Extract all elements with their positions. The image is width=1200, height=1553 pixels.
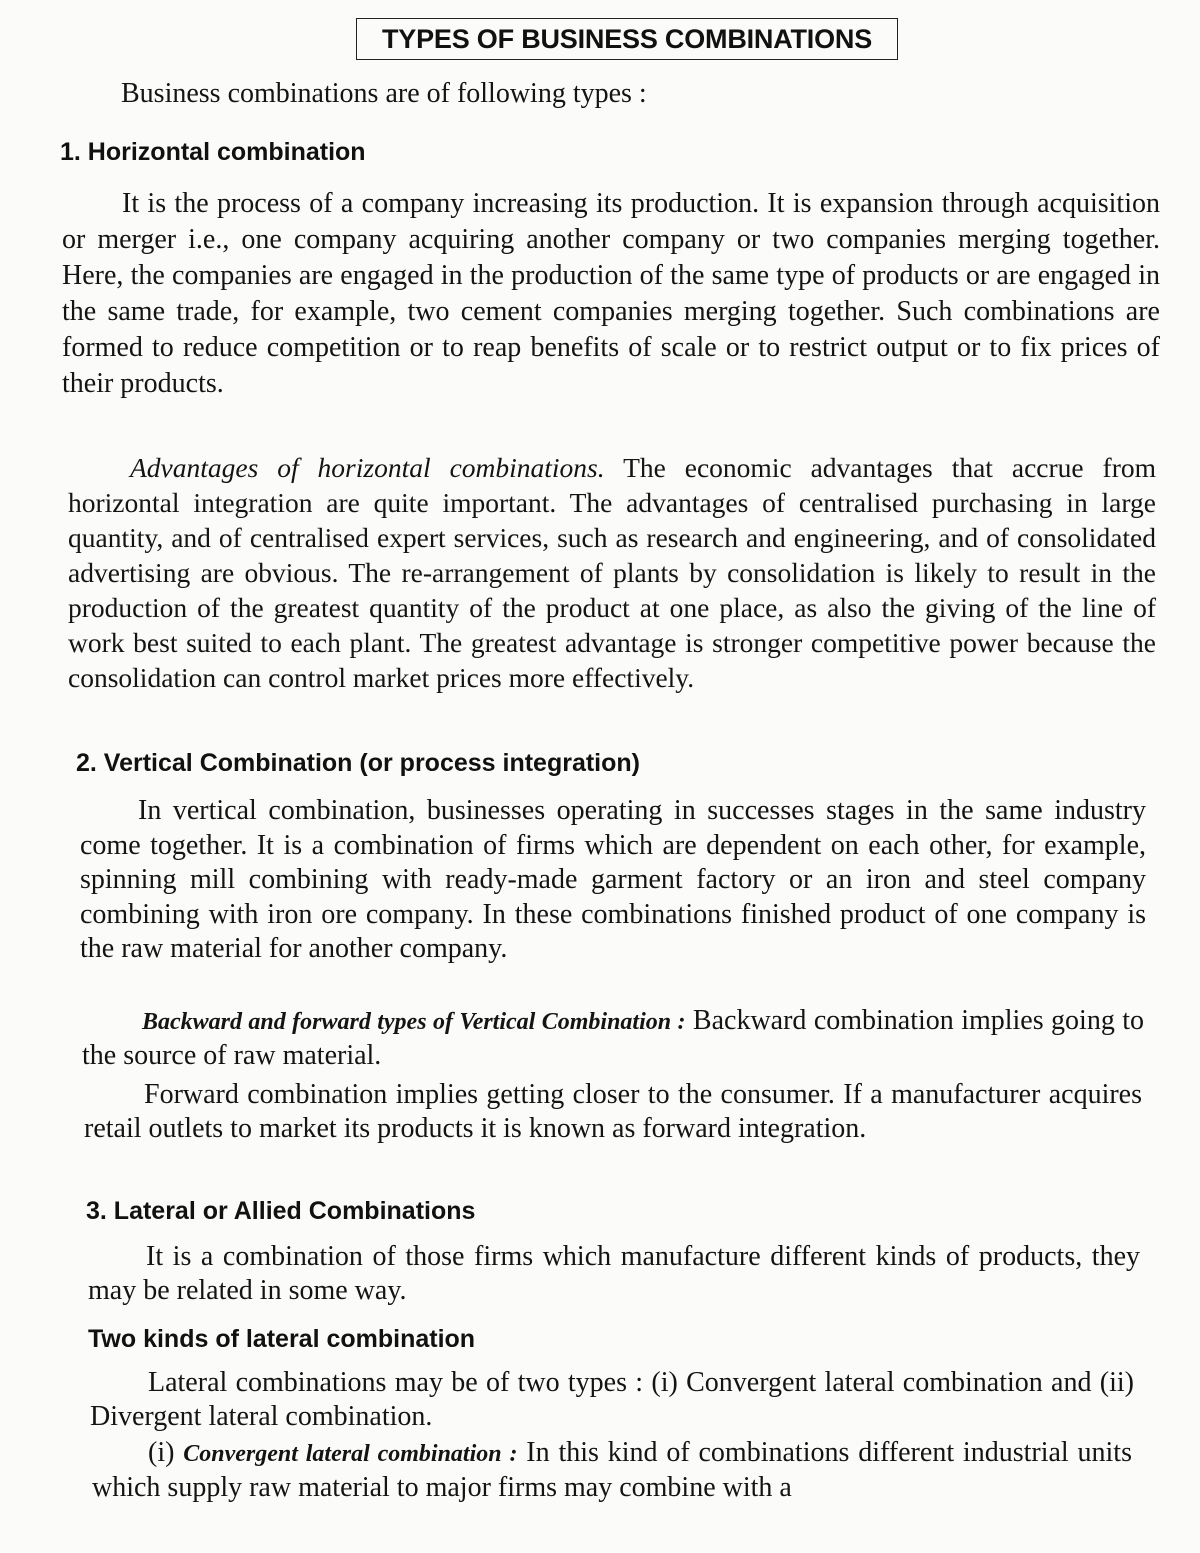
heading-vertical: 2. Vertical Combination (or process integration) [76, 749, 640, 777]
convergent-paragraph [92, 1436, 1132, 1505]
horizontal-text: It is the process of a company increasing its production. It is expansion through acquisition or merger i.e., one company acquiring another company or two companies merging together. Here, the companies are engaged in the production of the same type of products or are engaged in the same trade, for example, two cement companies merging together. Such combinations are formed to reduce competition or to reap benefits of scale or to restrict output or to fix prices of their products. [62, 188, 1160, 399]
horizontal-paragraph [62, 186, 1160, 402]
heading-lateral: 3. Lateral or Allied Combinations [86, 1197, 476, 1225]
backward-forward-paragraph [82, 1004, 1144, 1073]
lateral-text: It is a combination of those firms which manufacture different kinds of products, they may be related in some way. [88, 1241, 1140, 1306]
horizontal-advantages-paragraph [68, 450, 1156, 695]
backward-forward-lead: Backward and forward types of Vertical Combination : [142, 1009, 686, 1035]
advantages-lead: Advantages of horizontal combinations. [130, 452, 605, 483]
heading-two-kinds: Two kinds of lateral combination [88, 1325, 476, 1353]
page-title: TYPES OF BUSINESS COMBINATIONS [381, 23, 873, 54]
intro-text: Business combinations are of following types : [121, 78, 647, 109]
heading-horizontal: 1. Horizontal combination [60, 138, 366, 166]
forward-paragraph [84, 1078, 1142, 1146]
backward-forward-text: Backward combination implies going to the source of raw material. [82, 1005, 1144, 1071]
vertical-text: In vertical combination, businesses operating in successes stages in the same industry come together. It is a combination of firms which are dependent on each other, for example, spinning mill combining with ready-made garment factory or an iron and steel company combining with iron ore company. In these combinations finished product of one company is the raw material for another company. [80, 795, 1146, 964]
two-kinds-paragraph [90, 1366, 1134, 1434]
intro-paragraph [64, 76, 1164, 112]
lateral-paragraph [88, 1240, 1140, 1308]
vertical-paragraph [80, 794, 1146, 967]
advantages-text: The economic advantages that accrue from horizontal integration are quite important. The advantages of centralised purchasing in large quantity, and of centralised expert services, such as research and engineering, and of consolidated advertising are obvious. The re-arrangement of plants by consolidation is likely to result in the production of the greatest quantity of the product at one place, as also the giving of the line of work best suited to each plant. The greatest advantage is stronger competitive power because the consolidation can control market prices more effectively. [68, 452, 1156, 693]
title-box [356, 18, 898, 60]
convergent-lead: Convergent lateral combination : [183, 1441, 518, 1467]
forward-text: Forward combination implies getting closer to the consumer. If a manufacturer acquires retail outlets to market its products it is known as forward integration. [84, 1079, 1142, 1144]
two-kinds-text: Lateral combinations may be of two types : (i) Convergent lateral combination and (ii) Divergent lateral combination. [90, 1367, 1134, 1432]
convergent-text: In this kind of combinations different industrial units which supply raw material to major firms may combine with a [92, 1437, 1132, 1503]
convergent-number: (i) [148, 1437, 184, 1468]
